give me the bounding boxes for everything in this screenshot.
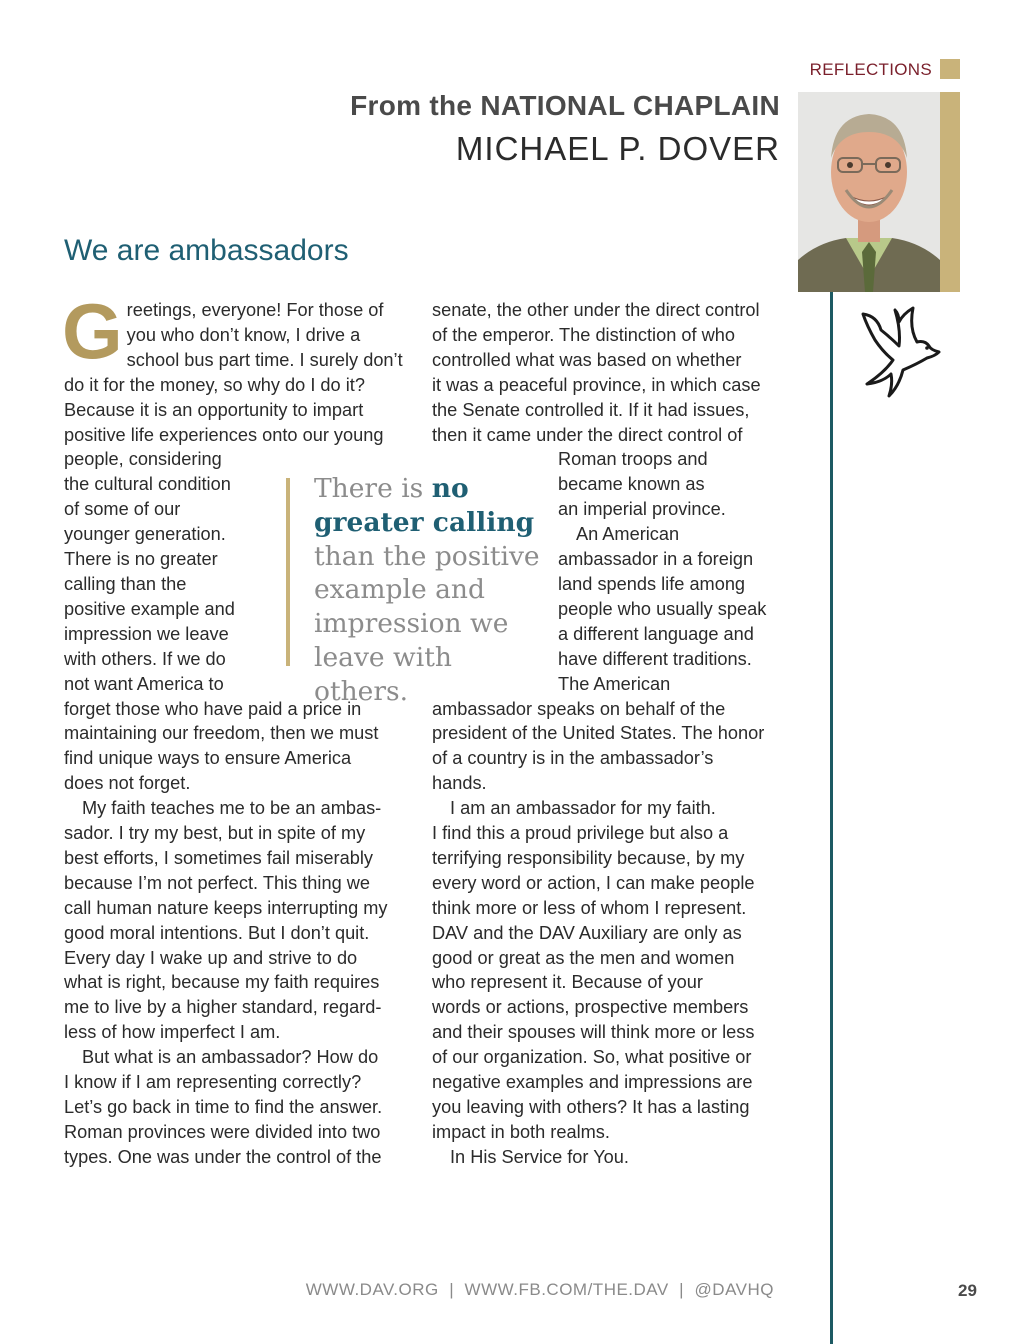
text-line: My faith teaches me to be an ambas- <box>82 798 382 819</box>
text-line: does not forget. <box>64 773 191 794</box>
text-line: of the emperor. The distinction of who <box>432 324 735 345</box>
author-name: MICHAEL P. DOVER <box>455 130 780 167</box>
text-line: the Senate controlled it. If it had issues, <box>432 399 750 420</box>
text-line: forget those who have paid a price in <box>64 698 362 719</box>
text-line: of some of our <box>64 499 181 520</box>
text-line: became known as <box>558 474 705 495</box>
department-prefix: From the <box>350 90 481 121</box>
section-marker <box>940 59 960 79</box>
text-line: ambassador speaks on behalf of the <box>432 698 726 719</box>
text-line: positive life experiences onto our young <box>64 424 384 445</box>
dove-icon <box>855 300 945 400</box>
text-line: not want America to <box>64 673 224 694</box>
text-line: hands. <box>432 773 487 794</box>
text-line: An American <box>576 524 680 545</box>
text-line: impression we leave <box>64 623 229 644</box>
text-line: There is no greater <box>64 549 218 570</box>
text-line: people, considering <box>64 449 222 470</box>
page-number: 29 <box>958 1281 977 1300</box>
text-line: you who don’t know, I drive a <box>126 324 361 345</box>
pull-quote-text: example and <box>314 574 485 606</box>
text-line: In His Service for You. <box>450 1146 629 1167</box>
text-line: it was a peaceful province, in which case <box>432 374 761 395</box>
text-line: reetings, everyone! For those of <box>126 300 384 320</box>
text-line: with others. If we do <box>64 648 226 669</box>
pull-quote-text: leave with others. <box>314 641 452 707</box>
text-line: words or actions, prospective members <box>432 997 749 1018</box>
text-line: Roman troops and <box>558 449 708 470</box>
photo-accent-bar <box>940 92 960 292</box>
department-title <box>350 90 780 122</box>
text-line: sador. I try my best, but in spite of my <box>64 823 366 844</box>
text-line: of a country is in the ambassador’s <box>432 748 714 769</box>
text-line: and their spouses will think more or less <box>432 1022 755 1043</box>
text-line: Let’s go back in time to find the answer. <box>64 1097 383 1117</box>
portrait-illustration <box>798 92 940 292</box>
footer-links: WWW.DAV.ORG | WWW.FB.COM/THE.DAV | @DAVHQ <box>305 1280 774 1299</box>
text-line: call human nature keeps interrupting my <box>64 897 388 918</box>
text-line: the cultural condition <box>64 474 231 495</box>
text-line: then it came under the direct control of <box>432 424 743 445</box>
text-line: school bus part time. I surely don’t <box>126 349 403 370</box>
drop-cap: G <box>62 287 123 375</box>
text-line: positive example and <box>64 598 235 619</box>
text-line: people who usually speak <box>558 598 767 619</box>
text-line: negative examples and impressions are <box>432 1072 753 1093</box>
pull-quote-highlight: greater calling <box>314 506 535 538</box>
text-line: But what is an ambassador? How do <box>82 1047 379 1068</box>
text-line: maintaining our freedom, then we must <box>64 723 379 744</box>
article-column-1 <box>62 287 414 1170</box>
article-headline: We are ambassadors <box>64 234 349 267</box>
text-line: a different language and <box>558 623 754 644</box>
text-line: I am an ambassador for my faith. <box>450 798 716 819</box>
text-line: senate, the other under the direct control <box>432 300 760 320</box>
text-line: DAV and the DAV Auxiliary are only as <box>432 922 742 943</box>
text-line: I know if I am representing correctly? <box>64 1072 362 1093</box>
text-line: Roman provinces were divided into two <box>64 1121 381 1142</box>
text-line: younger generation. <box>64 524 226 545</box>
text-line: think more or less of whom I represent. <box>432 897 747 918</box>
text-line: do it for the money, so why do I do it? <box>64 374 365 395</box>
text-line: president of the United States. The honor <box>432 723 765 744</box>
text-line: who represent it. Because of your <box>432 972 703 993</box>
text-line: what is right, because my faith requires <box>64 972 380 993</box>
text-line: terrifying responsibility because, by my <box>432 847 745 868</box>
author-photo <box>798 92 940 292</box>
pull-quote-text: There is <box>314 473 432 504</box>
text-line: ambassador in a foreign <box>558 549 754 570</box>
text-line: calling than the <box>64 573 187 594</box>
pull-quote-text: than the positive <box>314 540 540 572</box>
column-rule <box>830 292 833 1344</box>
section-label: REFLECTIONS <box>809 60 932 79</box>
text-line: find unique ways to ensure America <box>64 748 352 769</box>
text-line: good moral intentions. But I don’t quit. <box>64 922 370 943</box>
text-line: have different traditions. <box>558 648 752 669</box>
text-line: best efforts, I sometimes fail miserably <box>64 847 373 868</box>
pull-quote-bar <box>286 478 290 666</box>
text-line: Every day I wake up and strive to do <box>64 947 358 968</box>
text-line: good or great as the men and women <box>432 947 735 968</box>
department-name: NATIONAL CHAPLAIN <box>480 90 780 121</box>
text-line: you leaving with others? It has a lasting <box>432 1097 750 1117</box>
text-line: every word or action, I can make people <box>432 872 755 893</box>
text-line: types. One was under the control of the <box>64 1146 382 1167</box>
text-line: because I’m not perfect. This thing we <box>64 872 370 893</box>
text-line: controlled what was based on whether <box>432 349 742 370</box>
text-line: of our organization. So, what positive or <box>432 1047 752 1068</box>
text-line: I find this a proud privilege but also a <box>432 823 729 844</box>
text-line: impact in both realms. <box>432 1121 610 1142</box>
text-line: me to live by a higher standard, regard- <box>64 997 382 1018</box>
pull-quote-text: impression we <box>314 608 509 640</box>
text-line: an imperial province. <box>558 499 726 520</box>
pull-quote-highlight: no <box>431 473 469 504</box>
text-line: The American <box>558 673 671 694</box>
text-line: land spends life among <box>558 573 746 594</box>
text-line: less of how imperfect I am. <box>64 1022 281 1043</box>
article-column-2 <box>432 298 802 1170</box>
text-line: Because it is an opportunity to impart <box>64 399 364 420</box>
